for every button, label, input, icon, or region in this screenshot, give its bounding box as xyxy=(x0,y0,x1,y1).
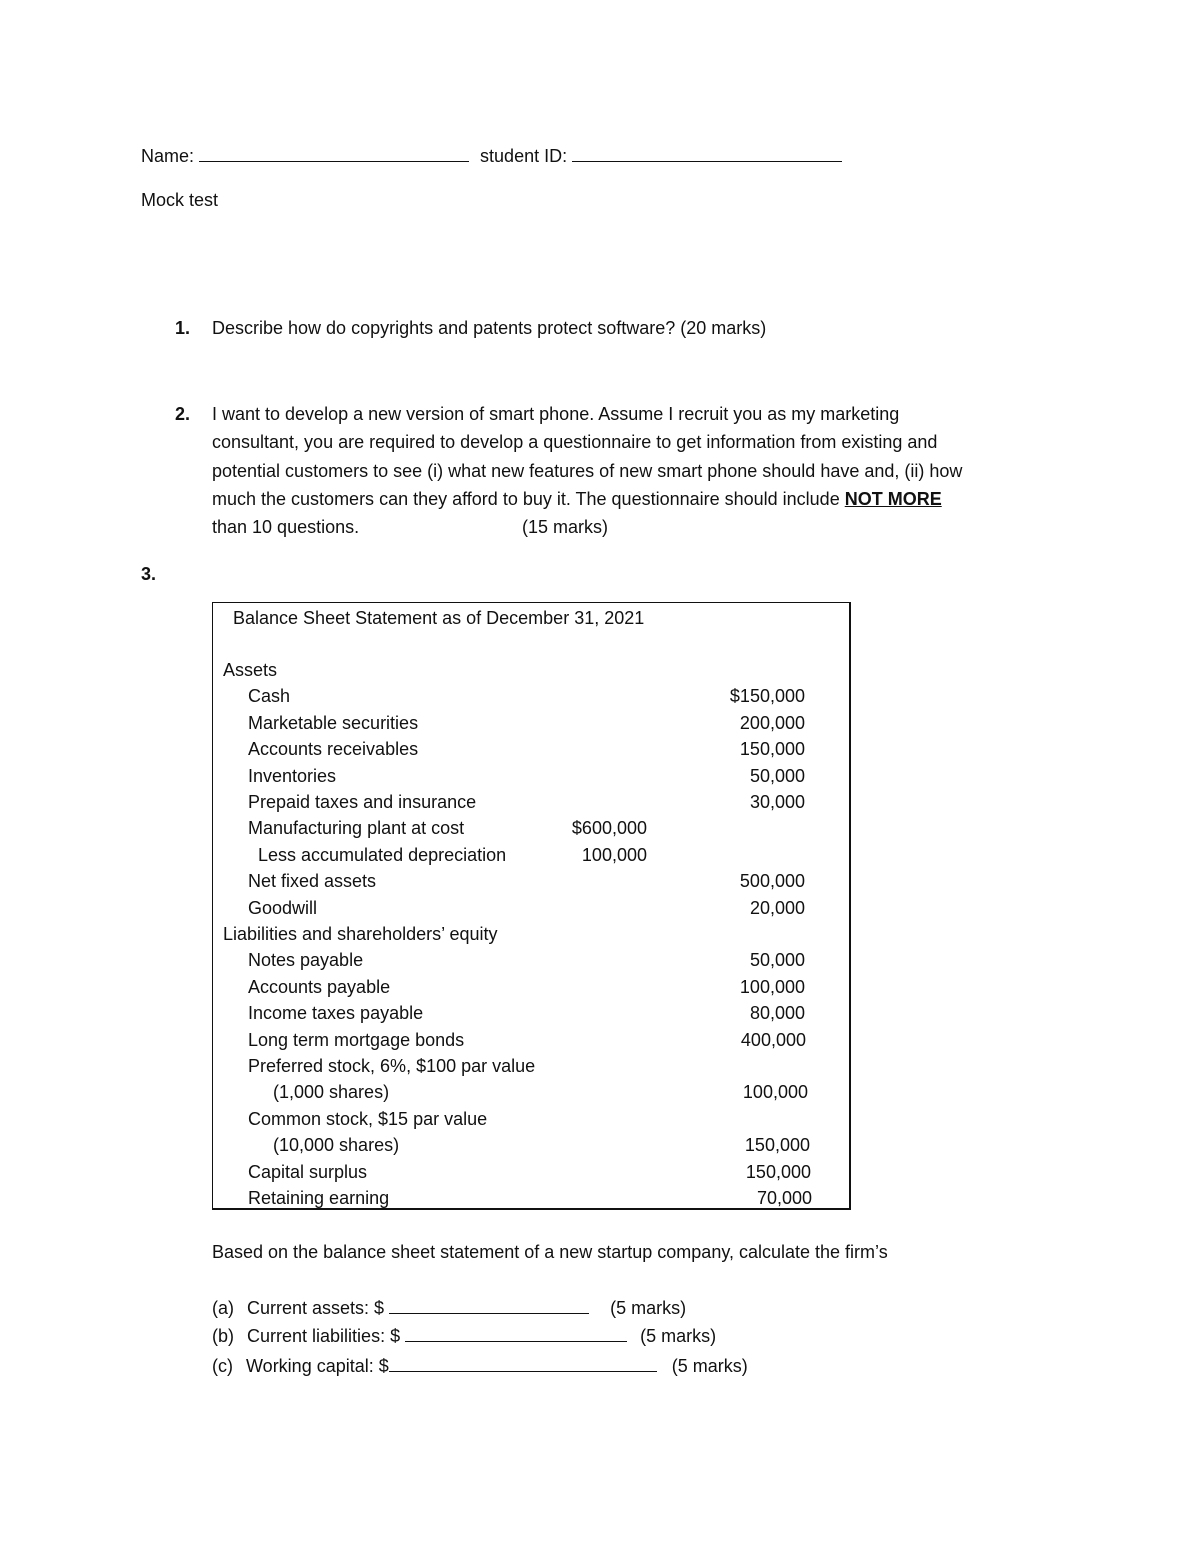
row-label: (1,000 shares) xyxy=(273,1082,390,1103)
row-label: Marketable securities xyxy=(248,712,419,733)
question-number: 2. xyxy=(175,404,191,424)
row-value: $150,000 xyxy=(729,686,805,707)
part-c xyxy=(212,1355,748,1377)
part-letter: (a) xyxy=(212,1298,234,1318)
question-3-prompt: Based on the balance sheet statement of a new startup company, calculate the firm’s xyxy=(212,1242,888,1262)
row-value: 400,000 xyxy=(740,1029,806,1050)
row-label: Income taxes payable xyxy=(248,1003,424,1024)
part-letter: (c) xyxy=(212,1356,233,1376)
name-label: Name: xyxy=(141,146,195,166)
row-label: Net fixed assets xyxy=(248,871,377,892)
row-value: 30,000 xyxy=(749,792,805,812)
row-label: Capital surplus xyxy=(248,1161,368,1182)
question-2-line: than 10 questions. xyxy=(212,517,360,537)
row-value: 200,000 xyxy=(739,712,805,733)
question-2-line xyxy=(212,488,942,510)
row-label: Long term mortgage bonds xyxy=(248,1029,465,1050)
row-value: 150,000 xyxy=(739,739,805,760)
part-marks: (5 marks) xyxy=(671,1356,748,1376)
row-label: Assets xyxy=(223,660,278,680)
row-label: Manufacturing plant at cost xyxy=(248,818,465,839)
part-b xyxy=(212,1325,716,1347)
name-line xyxy=(141,145,842,167)
question-2-text: much the customers can they afford to buy it. The questionnaire should include xyxy=(212,489,845,509)
row-value: 100,000 xyxy=(739,976,805,997)
part-label: Current assets: $ xyxy=(247,1298,385,1318)
row-label: Accounts receivables xyxy=(248,739,419,760)
row-subtotal-value: 100,000 xyxy=(581,844,647,865)
question-2-line: I want to develop a new version of smart phone. Assume I recruit you as my marketing xyxy=(212,404,900,424)
row-value: 100,000 xyxy=(742,1082,808,1103)
emphasis-text: NOT MORE xyxy=(844,489,942,509)
doc-title: Mock test xyxy=(141,190,219,210)
row-label: Liabilities and shareholders’ equity xyxy=(223,924,498,944)
question-2-marks: (15 marks) xyxy=(522,517,609,537)
part-marks: (5 marks) xyxy=(640,1326,717,1346)
question-number: 1. xyxy=(175,318,191,338)
row-label: Cash xyxy=(248,686,291,707)
balance-sheet-title: Balance Sheet Statement as of December 31, 2021 xyxy=(233,608,645,628)
student-id-blank[interactable] xyxy=(572,145,842,162)
part-a xyxy=(212,1297,686,1319)
part-label: Working capital: $ xyxy=(246,1356,389,1376)
row-label: Common stock, $15 par value xyxy=(248,1108,488,1129)
row-value: 150,000 xyxy=(744,1135,810,1156)
row-label: Inventories xyxy=(248,765,337,786)
question-number: 3. xyxy=(141,564,157,584)
row-value: 50,000 xyxy=(749,765,805,786)
row-label: (10,000 shares) xyxy=(273,1135,400,1156)
row-value: 20,000 xyxy=(749,897,805,918)
row-value: 70,000 xyxy=(756,1188,812,1208)
row-label: Notes payable xyxy=(248,950,364,971)
row-subtotal-value: $600,000 xyxy=(571,818,647,839)
row-value: 150,000 xyxy=(745,1161,811,1182)
row-value: 50,000 xyxy=(749,950,805,971)
name-blank[interactable] xyxy=(199,145,469,162)
row-label: Less accumulated depreciation xyxy=(258,844,507,865)
answer-blank[interactable] xyxy=(389,1355,657,1372)
row-label: Accounts payable xyxy=(248,976,391,997)
row-value: 80,000 xyxy=(749,1003,805,1024)
part-letter: (b) xyxy=(212,1326,234,1346)
row-label: Retaining earning xyxy=(248,1188,390,1208)
row-value: 500,000 xyxy=(739,871,805,892)
part-label: Current liabilities: $ xyxy=(247,1326,401,1346)
row-label: Prepaid taxes and insurance xyxy=(248,792,477,812)
question-1-text: Describe how do copyrights and patents protect software? (20 marks) xyxy=(212,318,767,338)
row-label: Preferred stock, 6%, $100 par value xyxy=(248,1056,536,1076)
part-marks: (5 marks) xyxy=(610,1298,687,1318)
answer-blank[interactable] xyxy=(389,1297,589,1314)
question-2-line: potential customers to see (i) what new features of new smart phone should have and, (ii) how xyxy=(212,461,963,481)
student-id-label: student ID: xyxy=(480,146,568,166)
balance-sheet-table xyxy=(212,602,851,1210)
answer-blank[interactable] xyxy=(405,1325,627,1342)
question-2-line: consultant, you are required to develop a questionnaire to get information from existing and xyxy=(212,432,938,452)
row-label: Goodwill xyxy=(248,897,318,918)
